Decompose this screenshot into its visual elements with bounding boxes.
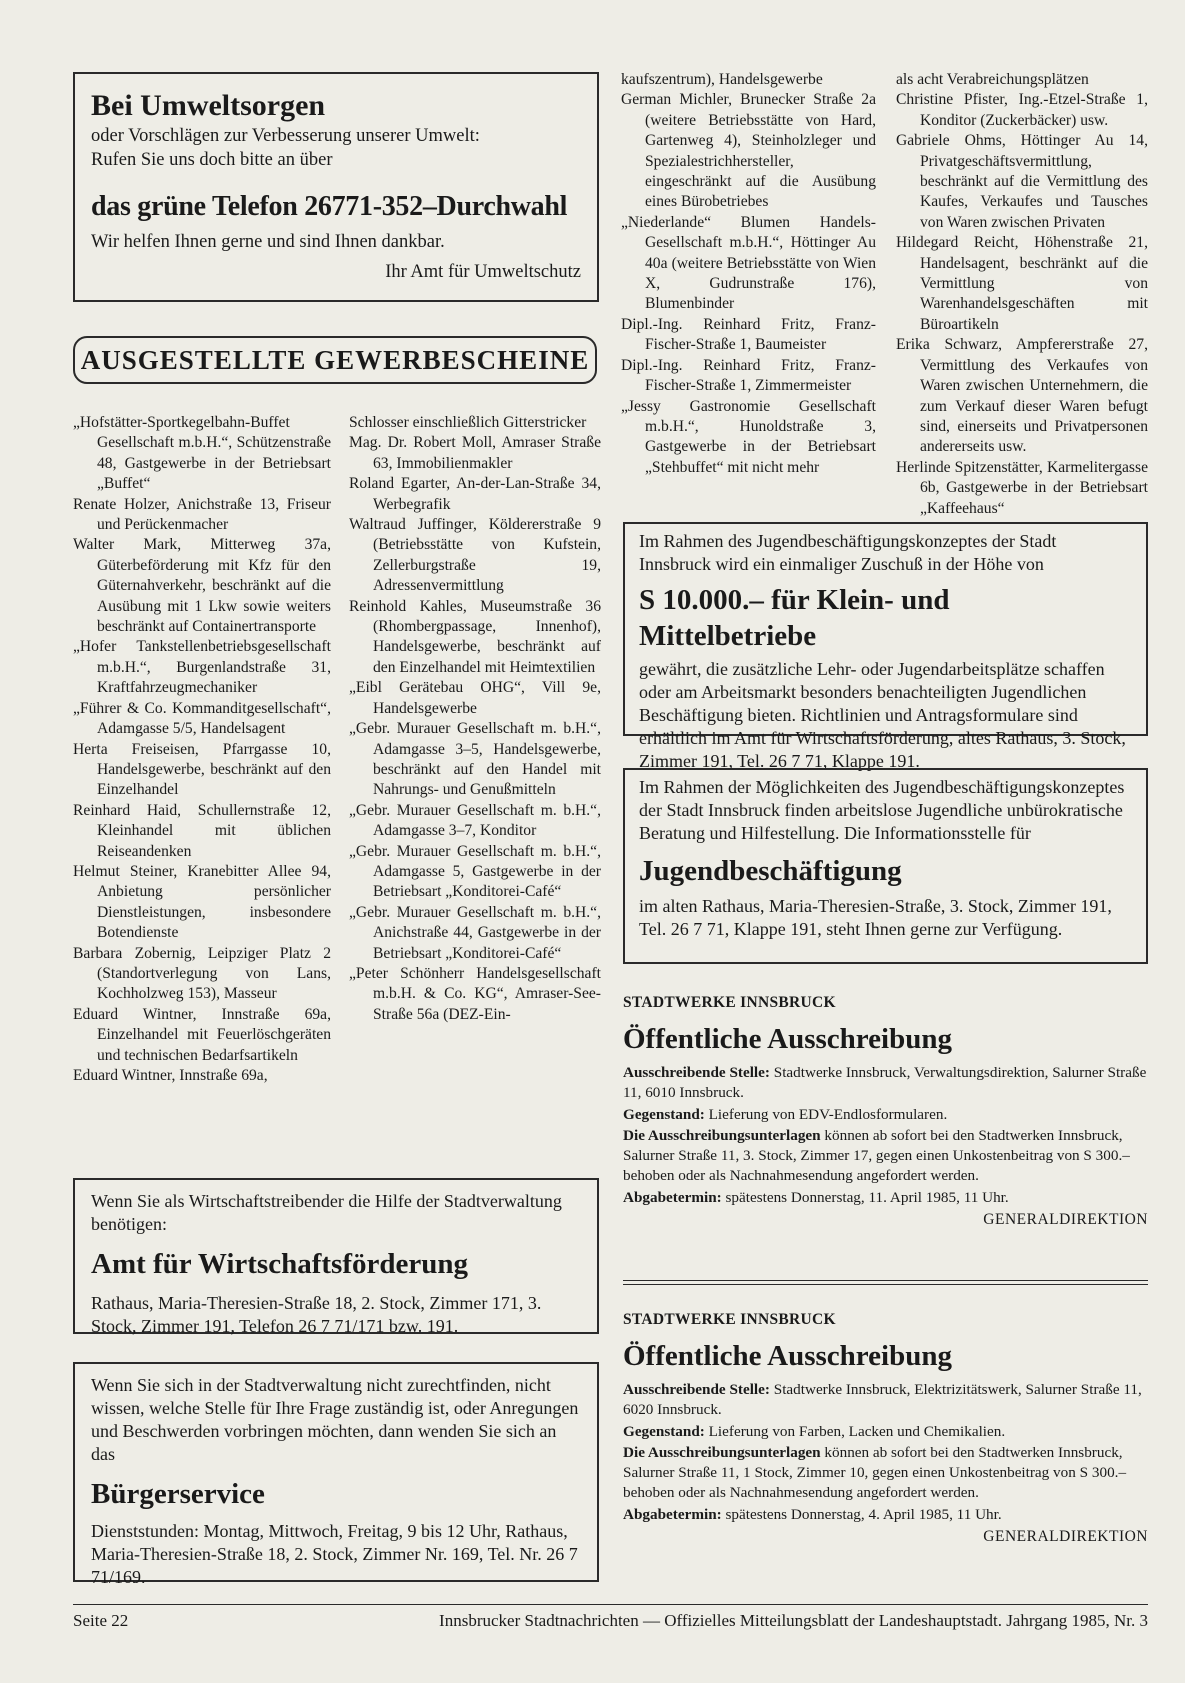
termin-text: spätestens Donnerstag, 4. April 1985, 11 Uhr. bbox=[725, 1505, 1002, 1523]
gewerbe-entry: Helmut Steiner, Kranebitter Allee 94, Anbietung persönlicher Dienstleistungen, insbesondere Botendienste bbox=[73, 862, 331, 942]
gewerbe-entry: Hildegard Reicht, Höhenstraße 21, Handelsagent, beschränkt auf die Vermittlung von Warenhandelsgeschäften mit Büroartikeln bbox=[896, 234, 1148, 333]
buergerservice-box bbox=[73, 1362, 599, 1587]
gewerbe-entry: Dipl.-Ing. Reinhard Fritz, Franz-Fischer-Straße 1, Baumeister bbox=[621, 315, 876, 354]
gewerbe-entry: „Gebr. Murauer Gesellschaft m. b.H.“, Adamgasse 3–7, Konditor bbox=[349, 801, 601, 840]
gewerbe-column-3 bbox=[621, 70, 876, 478]
wirtschaft-title: Amt für Wirtschaftsförderung bbox=[91, 1248, 468, 1280]
jugend-body: im alten Rathaus, Maria-Theresien-Straße, 3. Stock, Zimmer 191, Tel. 26 7 71, Klappe 191, steht Ihnen gerne zur Verfügung. bbox=[639, 896, 1112, 939]
zuschuss-body: gewährt, die zusätzliche Lehr- oder Jugendarbeitsplätze schaffen oder am Arbeitsmarkt besonders benachteiligten Jugendlichen Beschäftigung bieten. Richtlinien und Antragsformulare sind erhältlich im Amt für Wirtschaftsförderung, altes Rathaus, 3. Stock, Zimmer 191, Tel. 26 7 71, Klappe 191. bbox=[639, 659, 1126, 771]
ausschreibung-2 bbox=[623, 1310, 1148, 1546]
ausschreibung-1-unterlagen bbox=[623, 1126, 1148, 1185]
gewerbe-entry: „Gebr. Murauer Gesellschaft m. b.H.“, Adamgasse 3–5, Handelsgewerbe, beschränkt auf den Handel mit Nahrungs- und Genußmitteln bbox=[349, 720, 601, 799]
gewerbe-entry: Christine Pfister, Ing.-Etzel-Straße 1, Konditor (Zuckerbäcker) usw. bbox=[896, 91, 1148, 129]
gewerbe-entry: Walter Mark, Mitterweg 37a, Güterbeförderung mit Kfz für den Güternahverkehr, beschränkt auf die Ausübung mit 1 Lkw sowie weiters beschränkt auf Containertransporte bbox=[73, 536, 331, 636]
ausschreibung-2-stelle bbox=[623, 1380, 1148, 1420]
gewerbe-entry: Barbara Zobernig, Leipziger Platz 2 (Standortverlegung von Lans, Kochholzweg 153), Masseur bbox=[73, 944, 331, 1003]
gewerbe-entry: „Peter Schönherr Handelsgesellschaft m.b.H. & Co. KG“, Amraser-See-Straße 56a (DEZ-Ein- bbox=[349, 964, 601, 1023]
gewerbe-entry: „Gebr. Murauer Gesellschaft m. b.H.“, Anichstraße 44, Gastgewerbe in der Betriebsart „Konditorei-Café“ bbox=[349, 903, 601, 962]
page-footer bbox=[73, 1604, 1148, 1630]
stelle-text: Stadtwerke Innsbruck, Elektrizitätswerk, Salurner Straße 11, 6020 Innsbruck. bbox=[623, 1381, 1142, 1418]
gewerbe-column-1 bbox=[73, 413, 331, 1086]
gewerbe-entry: Dipl.-Ing. Reinhard Fritz, Franz-Fischer-Straße 1, Zimmermeister bbox=[621, 356, 876, 395]
gewerbe-entry: Gabriele Ohms, Höttinger Au 14, Privatgeschäftsvermittlung, beschränkt auf die Vermittlung des Kaufes, Verkaufes und Tausches von Waren zwischen Privaten bbox=[896, 132, 1148, 231]
umwelt-signature: Ihr Amt für Umweltschutz bbox=[385, 262, 581, 282]
umwelt-phone: das grüne Telefon 26771-352–Durchwahl bbox=[91, 191, 568, 222]
umwelt-notice-box bbox=[73, 72, 599, 302]
termin-text: spätestens Donnerstag, 11. April 1985, 11 Uhr. bbox=[725, 1188, 1009, 1206]
gewerbe-entry: Reinhold Kahles, Museumstraße 36 (Rhombergpassage, Innenhof), Handelsgewerbe, beschränkt auf den Einzelhandel mit Heimtextilien bbox=[349, 597, 601, 676]
section-divider bbox=[623, 1280, 1148, 1285]
termin-label: Abgabetermin: bbox=[623, 1505, 722, 1523]
zuschuss-amount: S 10.000.– für Klein- und Mittelbetriebe bbox=[639, 584, 950, 652]
zuschuss-intro: Im Rahmen des Jugendbeschäftigungskonzeptes der Stadt Innsbruck wird ein einmaliger Zuschuß in der Höhe von bbox=[639, 531, 1057, 574]
gegenstand-text: Lieferung von Farben, Lacken und Chemikalien. bbox=[708, 1422, 1006, 1440]
ausschreibung-1-signoff: GENERALDIREKTION bbox=[983, 1210, 1148, 1228]
wirtschaft-intro: Wenn Sie als Wirtschaftstreibender die Hilfe der Stadtverwaltung benötigen: bbox=[91, 1191, 562, 1234]
gewerbe-entry: Eduard Wintner, Innstraße 69a, Einzelhandel mit Feuerlöschgeräten und technischen Bedarfsartikeln bbox=[73, 1005, 331, 1064]
ausschreibung-1-termin bbox=[623, 1188, 1148, 1208]
umwelt-line-1: oder Vorschlägen zur Verbesserung unserer Umwelt: bbox=[91, 126, 480, 146]
publication-line: Innsbrucker Stadtnachrichten — Offizielles Mitteilungsblatt der Landeshauptstadt. Jahrgang 1985, Nr. 3 bbox=[439, 1611, 1148, 1630]
gewerbe-entry: Erika Schwarz, Ampfererstraße 27, Vermittlung des Verkaufes von Waren zwischen Unternehmern, die zum Verkauf dieser Waren befugt sind, einerseits und Privatpersonen andererseits usw. bbox=[896, 336, 1148, 456]
gegenstand-text: Lieferung von EDV-Endlosformularen. bbox=[708, 1105, 948, 1123]
gewerbe-entry: als acht Verabreichungsplätzen bbox=[896, 71, 1089, 88]
gewerbescheine-heading: AUSGESTELLTE GEWERBESCHEINE bbox=[73, 336, 597, 384]
gewerbe-entry: „Hofer Tankstellenbetriebsgesellschaft m.b.H.“, Burgenlandstraße 31, Kraftfahrzeugmechaniker bbox=[73, 638, 331, 697]
ausschreibung-2-org: STADTWERKE INNSBRUCK bbox=[623, 1311, 836, 1328]
gewerbe-entry: Eduard Wintner, Innstraße 69a, bbox=[73, 1067, 268, 1084]
gewerbe-entry: Renate Holzer, Anichstraße 13, Friseur und Perückenmacher bbox=[73, 495, 331, 534]
gewerbe-entry: „Gebr. Murauer Gesellschaft m. b.H.“, Adamgasse 5, Gastgewerbe in der Betriebsart „Konditorei-Café“ bbox=[349, 842, 601, 901]
ausschreibung-2-title: Öffentliche Ausschreibung bbox=[623, 1340, 952, 1372]
umwelt-line-2: Rufen Sie uns doch bitte an über bbox=[91, 150, 333, 170]
gewerbe-entry: Herlinde Spitzenstätter, Karmelitergasse 6b, Gastgewerbe in der Betriebsart „Kaffeehaus“ bbox=[896, 458, 1148, 517]
page-number: Seite 22 bbox=[73, 1611, 129, 1630]
unterlagen-text: können ab sofort bei den Stadtwerken Innsbruck, Salurner Straße 11, 3. Stock, Zimmer 17, gegen einen Unkostenbeitrag von S 300.– behoben oder als Nachnahmesendung angefordert werden. bbox=[623, 1127, 1130, 1184]
buergerservice-title: Bürgerservice bbox=[91, 1478, 265, 1510]
buergerservice-intro: Wenn Sie sich in der Stadtverwaltung nicht zurechtfinden, nicht wissen, welche Stelle für Ihre Frage zuständig ist, oder Anregungen und Beschwerden vorbringen möchten, dann wenden Sie sich an das bbox=[91, 1375, 579, 1464]
stelle-label: Ausschreibende Stelle: bbox=[623, 1064, 770, 1081]
jugend-title: Jugendbeschäftigung bbox=[639, 855, 902, 887]
ausschreibung-1-stelle bbox=[623, 1063, 1148, 1103]
gewerbe-entry: kaufszentrum), Handelsgewerbe bbox=[621, 71, 823, 88]
ausschreibung-1-org: STADTWERKE INNSBRUCK bbox=[623, 994, 836, 1011]
gegenstand-label: Gegenstand: bbox=[623, 1422, 705, 1440]
umwelt-title: Bei Umweltsorgen bbox=[91, 89, 326, 122]
gegenstand-label: Gegenstand: bbox=[623, 1105, 705, 1123]
ausschreibung-1-title: Öffentliche Ausschreibung bbox=[623, 1023, 952, 1055]
gewerbe-entry: German Michler, Brunecker Straße 2a (weitere Betriebsstätte von Hard, Gartenweg 4), Steinholzleger und Spezialestrichhersteller, eingeschränkt auf die Ausübung eines Bürobetriebes bbox=[621, 91, 876, 211]
gewerbe-entry: „Führer & Co. Kommanditgesellschaft“, Adamgasse 5/5, Handelsagent bbox=[73, 699, 331, 738]
unterlagen-text: können ab sofort bei den Stadtwerken Innsbruck, Salurner Straße 11, 1 Stock, Zimmer 10, gegen einen Unkostenbeitrag von S 300.– behoben oder als Nachnahmesendung angefordert werden. bbox=[623, 1444, 1127, 1501]
unterlagen-label: Die Ausschreibungsunterlagen bbox=[623, 1444, 821, 1462]
gewerbe-entry: Mag. Dr. Robert Moll, Amraser Straße 63, Immobilienmakler bbox=[349, 434, 601, 472]
wirtschaftsfoerderung-box bbox=[73, 1178, 599, 1334]
umwelt-thanks: Wir helfen Ihnen gerne und sind Ihnen dankbar. bbox=[91, 232, 445, 252]
ausschreibung-2-signoff: GENERALDIREKTION bbox=[983, 1527, 1148, 1545]
gewerbe-entry: Waltraud Juffinger, Köldererstraße 9 (Betriebsstätte von Kufstein, Zellerburgstraße 19, Adressenvermittlung bbox=[349, 516, 601, 595]
buergerservice-hours: Dienststunden: Montag, Mittwoch, Freitag, 9 bis 12 Uhr, Rathaus, Maria-Theresien-Straße 18, 2. Stock, Zimmer Nr. 169, Tel. Nr. 26 7 71/169. bbox=[91, 1521, 578, 1587]
ausschreibung-1 bbox=[623, 993, 1148, 1229]
jugend-intro: Im Rahmen der Möglichkeiten des Jugendbeschäftigungskonzeptes der Stadt Innsbruck finden arbeitslose Jugendliche unbürokratische Beratung und Hilfestellung. Die Informationsstelle für bbox=[639, 777, 1125, 843]
ausschreibung-2-gegenstand bbox=[623, 1422, 1148, 1442]
jugendbeschaeftigung-box bbox=[623, 768, 1148, 964]
termin-label: Abgabetermin: bbox=[623, 1188, 722, 1206]
gewerbe-entry: „Jessy Gastronomie Gesellschaft m.b.H.“, Hunoldstraße 3, Gastgewerbe in der Betriebsart „Stehbuffet“ mit nicht mehr bbox=[621, 397, 876, 476]
gewerbe-column-2 bbox=[349, 413, 601, 1025]
ausschreibung-2-termin bbox=[623, 1505, 1148, 1525]
ausschreibung-2-unterlagen bbox=[623, 1443, 1148, 1502]
gewerbe-entry: „Niederlande“ Blumen Handels-Gesellschaft m.b.H.“, Höttinger Au 40a (weitere Betriebsstätte von Wien X, Gudrunstraße 176), Blumenbinder bbox=[621, 213, 876, 313]
gewerbe-entry: Reinhard Haid, Schullernstraße 12, Kleinhandel mit üblichen Reiseandenken bbox=[73, 801, 331, 860]
gewerbe-entry: „Eibl Gerätebau OHG“, Vill 9e, Handelsgewerbe bbox=[349, 679, 601, 717]
ausschreibung-1-gegenstand bbox=[623, 1105, 1148, 1125]
zuschuss-box bbox=[623, 522, 1148, 771]
stelle-label: Ausschreibende Stelle: bbox=[623, 1381, 770, 1398]
gewerbe-entry: Schlosser einschließlich Gitterstricker bbox=[349, 414, 587, 431]
gewerbe-column-4 bbox=[896, 70, 1148, 519]
gewerbe-entry: Roland Egarter, An-der-Lan-Straße 34, Werbegrafik bbox=[349, 475, 601, 513]
wirtschaft-address: Rathaus, Maria-Theresien-Straße 18, 2. Stock, Zimmer 171, 3. Stock, Zimmer 191, Telefon 26 7 71/171 bzw. 191. bbox=[91, 1293, 542, 1336]
gewerbe-entry: Herta Freiseisen, Pfarrgasse 10, Handelsgewerbe, beschränkt auf den Einzelhandel bbox=[73, 740, 331, 799]
unterlagen-label: Die Ausschreibungsunterlagen bbox=[623, 1127, 821, 1145]
stelle-text: Stadtwerke Innsbruck, Verwaltungsdirektion, Salurner Straße 11, 6010 Innsbruck. bbox=[623, 1064, 1147, 1101]
gewerbe-entry: „Hofstätter-Sportkegelbahn-Buffet Gesellschaft m.b.H.“, Schützenstraße 48, Gastgewerbe in der Betriebsart „Buffet“ bbox=[73, 414, 331, 493]
